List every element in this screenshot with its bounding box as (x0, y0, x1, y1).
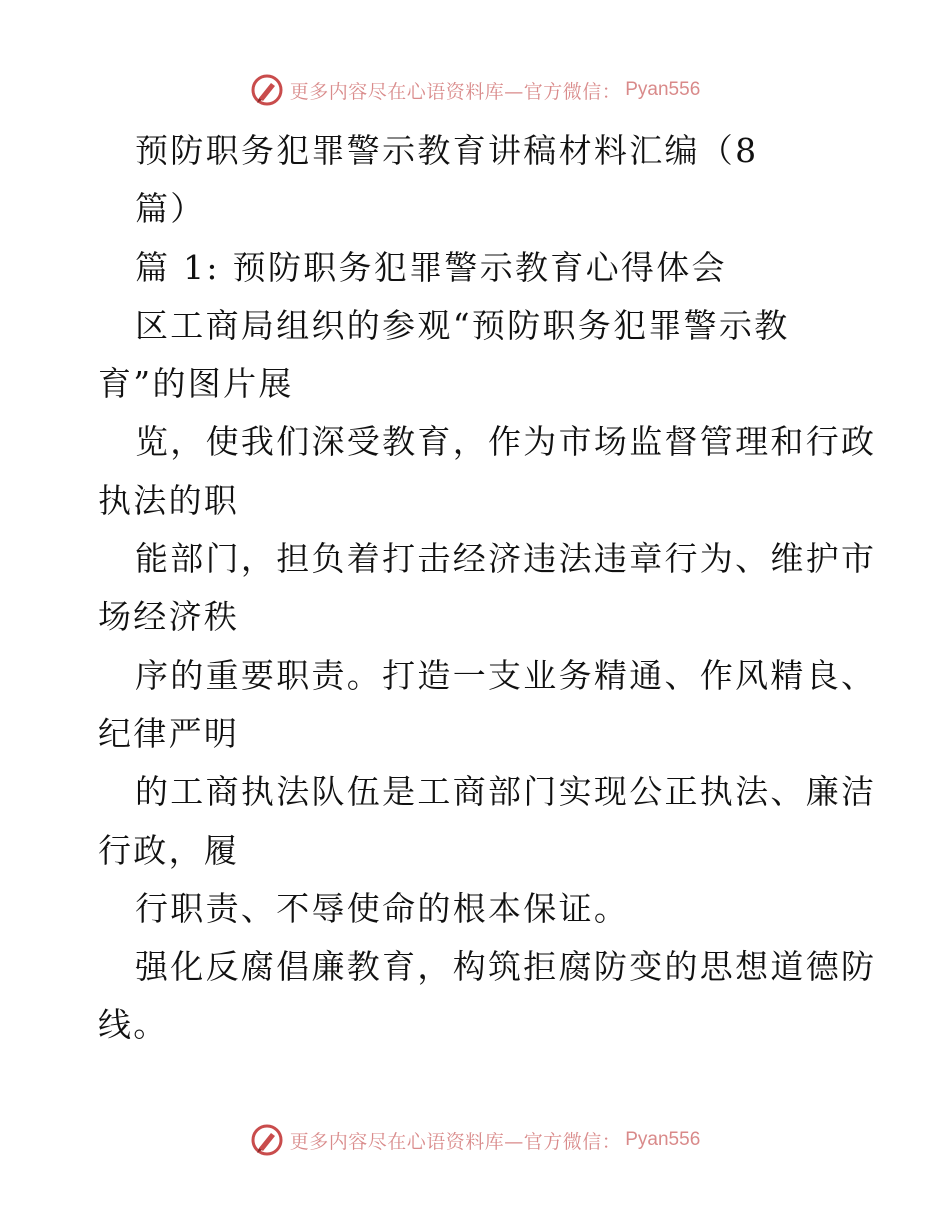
text-line (98, 472, 898, 530)
text-line (98, 530, 898, 588)
document-body (98, 122, 898, 1055)
text-line-content: 线。 (98, 1005, 169, 1045)
text-line-content: 篇） (135, 189, 206, 229)
text-line-content: 览，使我们深受教育，作为市场监督管理和行政 (135, 422, 877, 462)
watermark-text: 更多内容尽在心语资料库—官方微信： (289, 80, 622, 103)
header-watermark (0, 70, 950, 110)
pen-logo-icon (250, 73, 284, 107)
text-line (98, 297, 898, 355)
pen-logo-icon (250, 1123, 284, 1157)
text-line-content: 执法的职 (98, 480, 240, 520)
text-line-content: 纪律严明 (98, 713, 240, 753)
text-line-content: 场经济秩 (98, 597, 240, 637)
text-line-content: 区工商局组织的参观“预防职务犯罪警示教 (135, 305, 790, 345)
text-line (98, 355, 898, 413)
text-line (98, 822, 898, 880)
text-line (98, 938, 898, 996)
text-line-content: 篇 1: 预防职务犯罪警示教育心得体会 (135, 247, 727, 287)
text-line (98, 647, 898, 705)
text-line (98, 239, 898, 297)
text-line-content: 能部门，担负着打击经济违法违章行为、维护市 (135, 539, 877, 579)
text-line-content: 强化反腐倡廉教育，构筑拒腐防变的思想道德防 (135, 947, 877, 987)
watermark-wechat-id: Pyan556 (625, 1129, 701, 1150)
watermark-wechat-id: Pyan556 (625, 79, 701, 100)
text-line (98, 763, 898, 821)
text-line (98, 996, 898, 1054)
text-line (98, 413, 898, 471)
text-line (98, 122, 898, 180)
footer-watermark (0, 1120, 950, 1160)
text-line (98, 705, 898, 763)
watermark-text: 更多内容尽在心语资料库—官方微信： (289, 1130, 622, 1153)
text-line-content: 育”的图片展 (98, 364, 294, 404)
text-line-content: 的工商执法队伍是工商部门实现公正执法、廉洁 (135, 772, 877, 812)
text-line-content: 序的重要职责。打造一支业务精通、作风精良、 (135, 655, 877, 695)
text-line (98, 588, 898, 646)
text-line (98, 880, 898, 938)
text-line (98, 180, 898, 238)
text-line-content: 行政，履 (98, 830, 240, 870)
text-line-content: 行职责、不辱使命的根本保证。 (135, 888, 630, 928)
text-line-content: 预防职务犯罪警示教育讲稿材料汇编（8 (135, 131, 759, 170)
